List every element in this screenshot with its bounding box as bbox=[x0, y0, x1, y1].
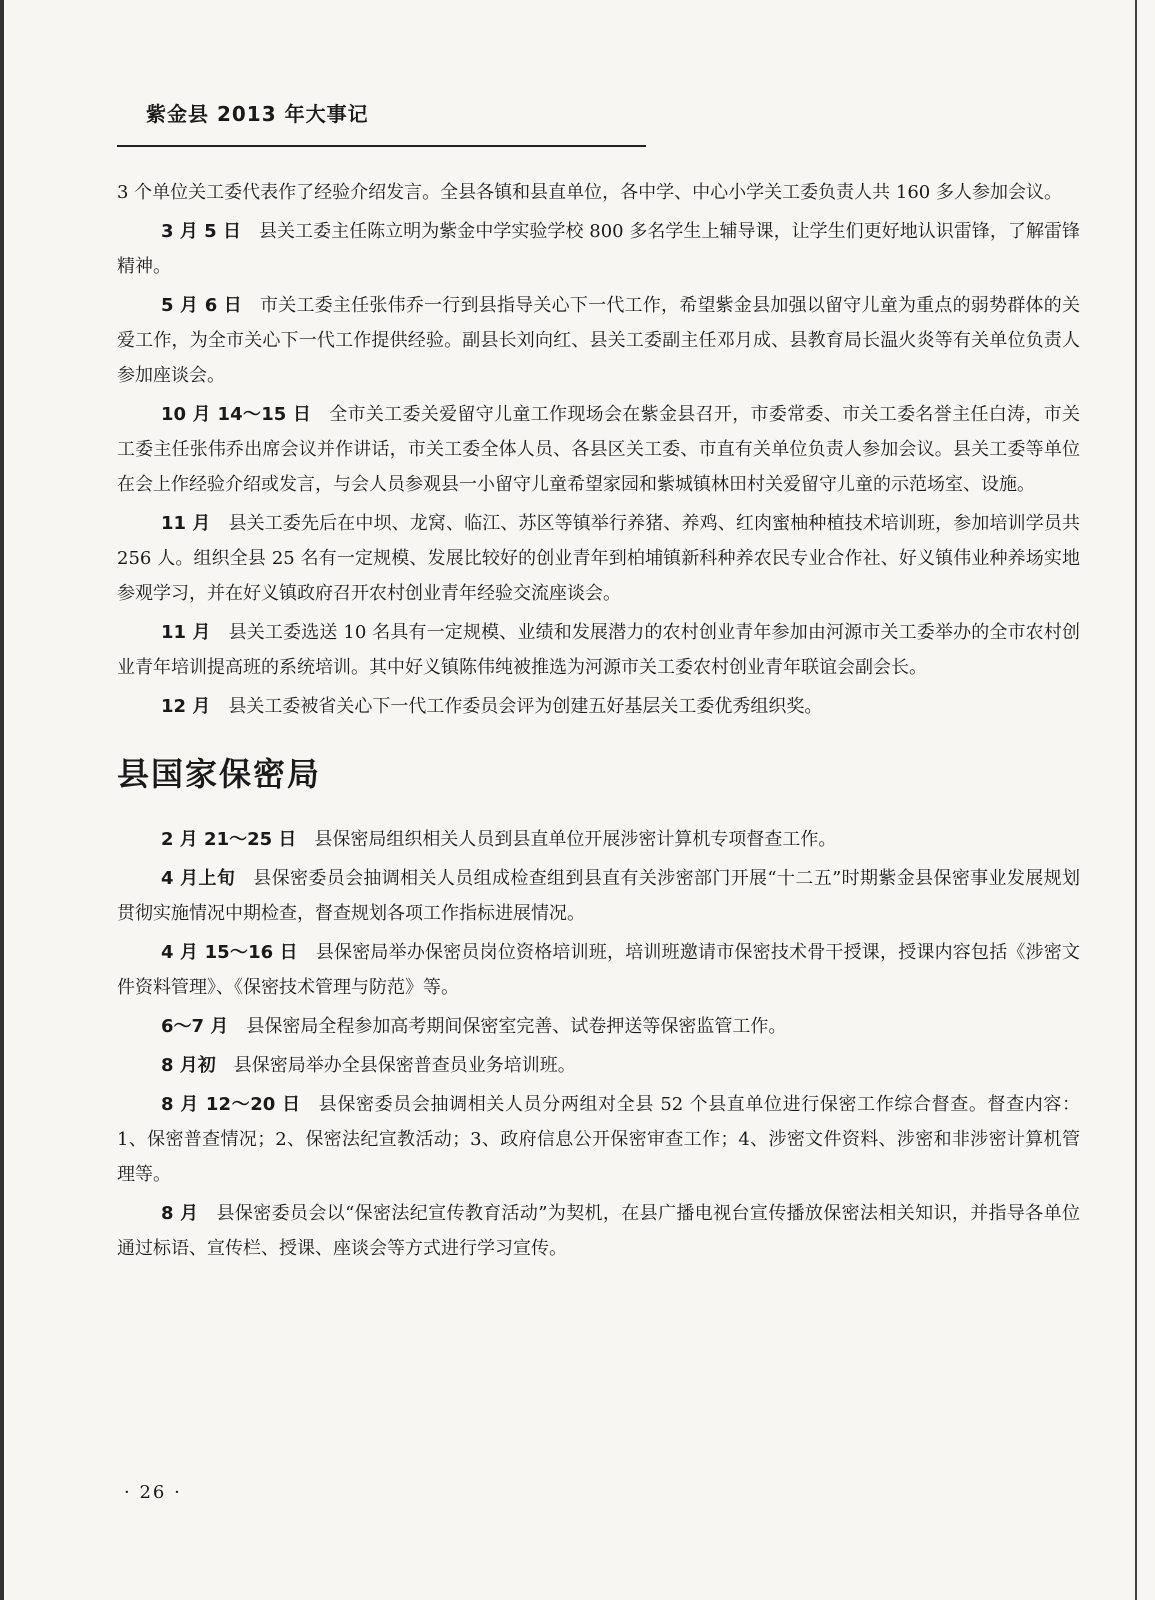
entry-text: 县关工委先后在中坝、龙窝、临江、苏区等镇举行养猪、养鸡、红肉蜜柚种植技术培训班，参加培训学员共 256 人。组织全县 25 名有一定规模、发展比较好的创业青年到柏埔镇新科种养农民专业合作社、好义镇伟业种养场实地参观学习，并在好义镇政府召开农村创业青年经验交流座谈会。 bbox=[117, 513, 1080, 604]
entry-paragraph bbox=[117, 861, 1080, 931]
entry-date: 8 月初 bbox=[161, 1055, 216, 1076]
entry-text: 县关工委选送 10 名具有一定规模、业绩和发展潜力的农村创业青年参加由河源市关工委举办的全市农村创业青年培训提高班的系统培训。其中好义镇陈伟纯被推选为河源市关工委农村创业青年联谊会副会长。 bbox=[117, 622, 1080, 678]
entry-date: 10 月 14～15 日 bbox=[161, 404, 312, 425]
entry-text: 市关工委主任张伟乔一行到县指导关心下一代工作，希望紫金县加强以留守儿童为重点的弱势群体的关爱工作，为全市关心下一代工作提供经验。副县长刘向红、县关工委副主任邓月成、县教育局长温火炎等有关单位负责人参加座谈会。 bbox=[117, 295, 1080, 386]
entry-text: 县保密委员会以“保密法纪宣传教育活动”为契机，在县广播电视台宣传播放保密法相关知识，并指导各单位通过标语、宣传栏、授课、座谈会等方式进行学习宣传。 bbox=[117, 1203, 1081, 1259]
header-rule bbox=[117, 145, 646, 147]
entry-date: 4 月上旬 bbox=[161, 868, 236, 889]
entry-text: 县保密局全程参加高考期间保密室完善、试卷押送等保密监管工作。 bbox=[246, 1016, 787, 1037]
continuation-paragraph: 3 个单位关工委代表作了经验介绍发言。全县各镇和县直单位，各中学、中心小学关工委负责人共 160 多人参加会议。 bbox=[117, 182, 1062, 203]
entry-paragraph bbox=[117, 214, 1080, 284]
section-title: 县国家保密局 bbox=[117, 755, 322, 793]
entry-paragraph bbox=[117, 1196, 1080, 1266]
entry-date: 6～7 月 bbox=[161, 1016, 229, 1037]
page-number: · 26 · bbox=[124, 1482, 182, 1503]
entry-date: 12 月 bbox=[161, 696, 211, 717]
entry-text: 全市关工委关爱留守儿童工作现场会在紫金县召开，市委常委、市关工委名誉主任白涛，市关工委主任张伟乔出席会议并作讲话，市关工委全体人员、各县区关工委、市直有关单位负责人参加会议。县关工委等单位在会上作经验介绍或发言，与会人员参观县一小留守儿童希望家园和紫城镇林田村关爱留守儿童的示范场室、设施。 bbox=[117, 404, 1080, 495]
scan-edge-left bbox=[0, 0, 4, 1600]
entry-paragraph bbox=[117, 397, 1080, 502]
entry-date: 5 月 6 日 bbox=[161, 295, 242, 316]
entry-paragraph bbox=[117, 935, 1080, 1005]
entry-text: 县关工委主任陈立明为紫金中学实验学校 800 多名学生上辅导课，让学生们更好地认识雷锋，了解雷锋精神。 bbox=[117, 221, 1081, 277]
entry-paragraph bbox=[117, 506, 1080, 611]
entry-paragraph bbox=[117, 1009, 1080, 1044]
entry-paragraph bbox=[117, 822, 1080, 857]
entry-date: 8 月 12～20 日 bbox=[161, 1094, 301, 1115]
entry-paragraph bbox=[117, 615, 1080, 685]
entry-date: 8 月 bbox=[161, 1203, 199, 1224]
entry-text: 县保密局举办全县保密普查员业务培训班。 bbox=[233, 1055, 576, 1076]
entry-paragraph bbox=[117, 1087, 1080, 1192]
entry-date: 4 月 15～16 日 bbox=[161, 942, 298, 963]
entry-text: 县保密委员会抽调相关人员分两组对全县 52 个县直单位进行保密工作综合督查。督查内容：1、保密普查情况；2、保密法纪宣教活动；3、政府信息公开保密审查工作；4、涉密文件资料、涉密和非涉密计算机管理等。 bbox=[117, 1094, 1081, 1185]
entry-paragraph bbox=[117, 1048, 1080, 1083]
entry-date: 3 月 5 日 bbox=[161, 221, 241, 242]
entry-text: 县保密局组织相关人员到县直单位开展涉密计算机专项督查工作。 bbox=[314, 829, 837, 850]
entry-paragraph bbox=[117, 288, 1080, 393]
entry-date: 2 月 21～25 日 bbox=[161, 829, 297, 850]
page-content bbox=[117, 175, 1080, 1266]
entry-text: 县保密局举办保密员岗位资格培训班，培训班邀请市保密技术骨干授课，授课内容包括《涉密文件资料管理》、《保密技术管理与防范》等。 bbox=[117, 942, 1081, 998]
entry-date: 11 月 bbox=[161, 513, 211, 534]
entry-text: 县关工委被省关心下一代工作委员会评为创建五好基层关工委优秀组织奖。 bbox=[228, 696, 823, 717]
entry-date: 11 月 bbox=[161, 622, 211, 643]
entry-text: 县保密委员会抽调相关人员组成检查组到县直有关涉密部门开展“十二五”时期紫金县保密事业发展规划贯彻实施情况中期检查，督查规划各项工作指标进展情况。 bbox=[117, 868, 1080, 924]
entry-paragraph bbox=[117, 689, 1080, 724]
scan-edge-right bbox=[1135, 0, 1137, 1600]
running-header: 紫金县 2013 年大事记 bbox=[146, 102, 369, 126]
